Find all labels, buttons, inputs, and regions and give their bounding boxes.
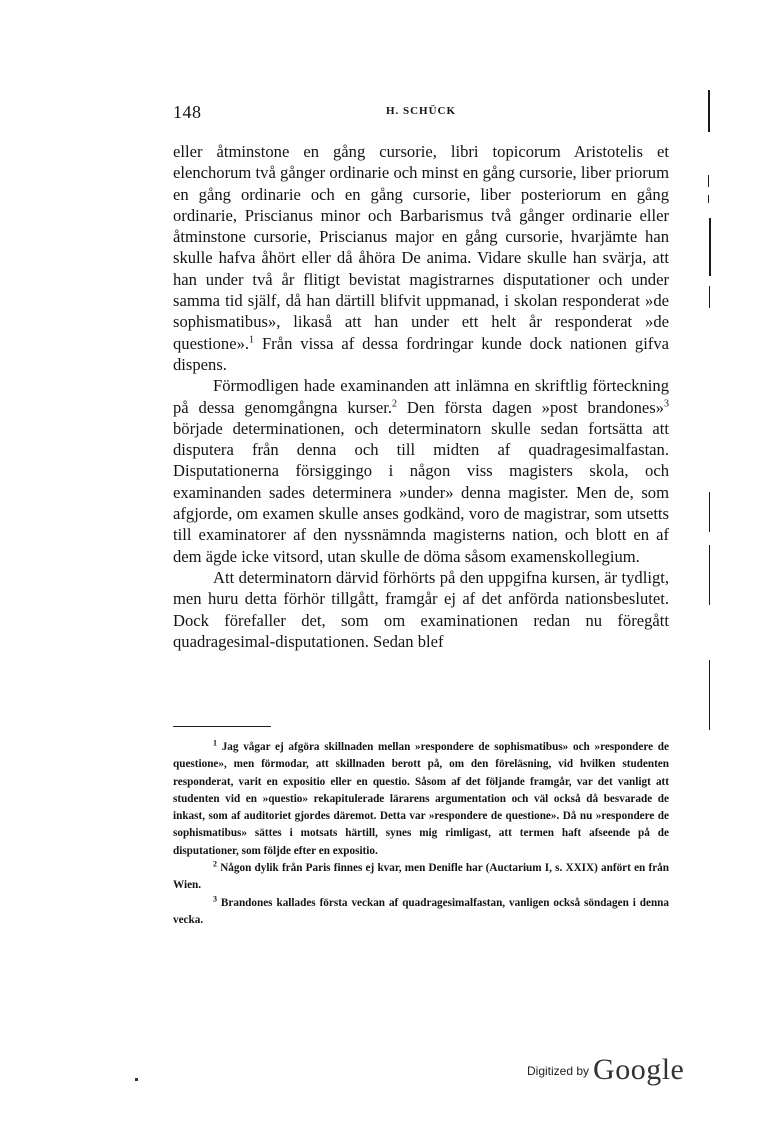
footnote-reference: 3: [663, 398, 669, 410]
google-watermark: [527, 1053, 684, 1093]
text-segment: Från vissa af dessa fordringar kunde dock nationen gifva dispens.: [173, 333, 669, 374]
footnote: [173, 739, 669, 860]
text-segment: eller åtminstone en gång cursorie, libri topicorum Aristotelis et elenchorum två gånger ordinarie och minst en gång cursorie, liber priorum en gång ordinarie och en gång cursorie, liber posteriorum en gång ordinarie, Priscianus minor och Barbarismus två gånger ordinarie eller åtminstone cursorie, Priscianus major en gång cursorie, hvarjämte han skulle hafva åhört eller då åhöra De anima. Vidare skulle han svärja, att han under två år flitigt bevistat magistrarnes disputationer och under samma tid själf, då han därtill blifvit uppmanad, i skolan responderat »de sophismatibus», likaså att han under ett helt år responderat »de questione».: [173, 142, 669, 353]
page-header: [173, 102, 669, 122]
footnote-marker: 3: [213, 893, 217, 903]
text-segment: Att determinatorn därvid förhörts på den uppgifna kursen, är tydligt, men huru detta förhör tillgått, framgår ej af det anförda nationsbeslutet. Dock förefaller det, som om examinationen redan nu föregått quadragesimal-disputationen. Sedan blef: [173, 567, 669, 651]
main-text: [173, 141, 669, 652]
paragraph: [173, 567, 669, 652]
footnote-marker: 1: [213, 738, 217, 748]
scan-margin-mark: [709, 218, 711, 276]
footnote: [173, 860, 669, 895]
paragraph: [173, 141, 669, 375]
footnote-reference: 2: [392, 398, 398, 410]
text-segment: Den första dagen »post brandones»: [397, 397, 664, 417]
footnote-text: Jag vågar ej afgöra skillnaden mellan »respondere de sophismatibus» och »respondere de questione», men förmodar, att skillnaden berott på, om den föreläsning, vid hvilken studenten responderat, varit en expositio eller en questio. Såsom af det följande framgår, var det vanligt att studenten vid en »questio» rekapitulerade lärarens argumentation och väl också då besvarade de inkast, som af auditoriet gjordes däremot. Detta var »respondere de questione». Då nu »respondere de sophismatibus» sättes i motsats härtill, synes mig rimligast, att termen haft afseende på de disputationer, som följde efter en expositio.: [173, 741, 669, 857]
scan-margin-mark: [708, 90, 710, 132]
scan-margin-mark: [708, 195, 709, 203]
scan-margin-mark: [708, 175, 709, 187]
footnote-reference: 1: [249, 334, 255, 346]
footnote-text: Någon dylik från Paris finnes ej kvar, men Denifle har (Auctarium I, s. XXIX) anfört en från Wien.: [173, 862, 669, 892]
watermark-prefix: Digitized by: [527, 1064, 590, 1078]
scan-margin-mark: [709, 286, 710, 308]
text-segment: Förmodligen hade examinanden att inlämna en skriftlig förteckning på dessa genomgångna kurser.: [173, 376, 669, 417]
paragraph: [173, 375, 669, 567]
scan-margin-mark: [709, 545, 710, 605]
google-logo: Google: [593, 1053, 685, 1086]
footnote: [173, 895, 669, 930]
footnote-divider: [173, 726, 271, 727]
text-segment: började determinationen, och determinatorn skulle sedan fortsätta att disputera från denna och till midten af quadragesimalfastan. Disputationerna försiggingo i någon viss magisters skola, och examinanden sades determinera »under» denna magister. Men de, som afgjorde, om examen skulle anses godkänd, voro de magistrar, som utsetts till examinatorer af den nyssnämnda magisterns nation, och blott en af dem ägde icke vitsord, utan skulle de döma såsom examenskollegium.: [173, 418, 669, 566]
scan-speck: [135, 1078, 138, 1081]
scan-margin-mark: [709, 492, 710, 532]
scan-margin-mark: [709, 660, 710, 730]
footnote-marker: 2: [213, 859, 217, 869]
footnotes: [173, 739, 669, 929]
page-number: 148: [173, 102, 202, 122]
running-head: H. SCHÜCK: [385, 105, 457, 117]
footnote-text: Brandones kallades första veckan af quadragesimalfastan, vanligen också söndagen i denna vecka.: [173, 896, 669, 926]
